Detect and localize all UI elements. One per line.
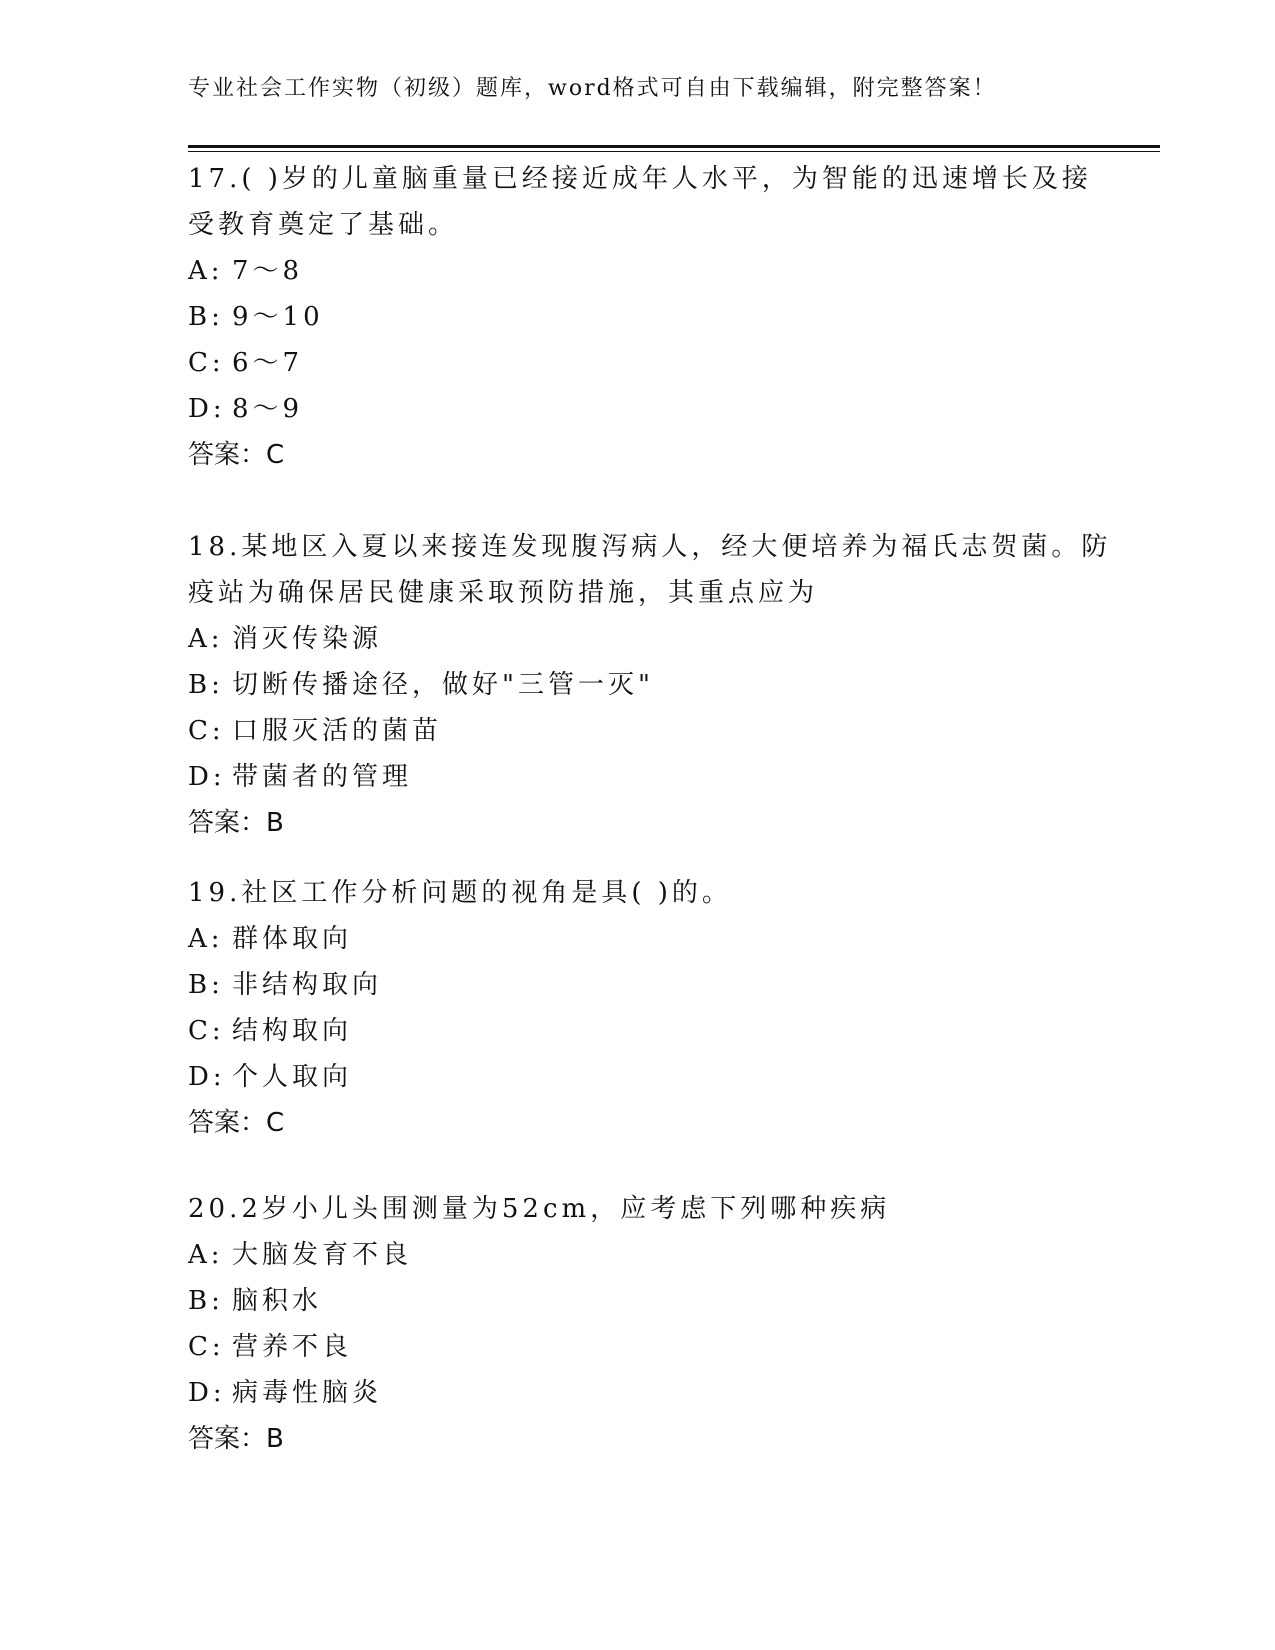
option-text: 大脑发育不良 — [232, 1240, 413, 1270]
option-text: 脑积水 — [232, 1286, 323, 1316]
option-label: A: — [188, 924, 224, 954]
option-text: 群体取向 — [232, 924, 353, 954]
option-c — [188, 708, 1088, 754]
option-label: A: — [188, 1240, 224, 1270]
option-b — [188, 294, 1088, 340]
option-label: C: — [188, 1332, 225, 1362]
option-text: 9～10 — [232, 302, 324, 332]
option-text: 消灭传染源 — [232, 624, 383, 654]
option-b — [188, 962, 1088, 1008]
option-label: C: — [188, 716, 225, 746]
page-header: 专业社会工作实物（初级）题库，word格式可自由下载编辑，附完整答案！ — [188, 76, 997, 101]
option-label: B: — [188, 302, 224, 332]
option-label: B: — [188, 1286, 224, 1316]
option-label: D: — [188, 394, 226, 424]
option-text: 口服灭活的菌苗 — [232, 716, 443, 746]
option-label: C: — [188, 348, 225, 378]
option-text: 个人取向 — [232, 1062, 353, 1092]
option-d — [188, 1370, 1088, 1416]
header-rule-thick — [188, 145, 1160, 148]
option-c — [188, 340, 1088, 386]
answer-line: 答案：B — [188, 808, 284, 838]
option-text: 病毒性脑炎 — [232, 1378, 383, 1408]
option-label: A: — [188, 624, 224, 654]
option-a — [188, 916, 1088, 962]
option-d — [188, 1054, 1088, 1100]
question-text-line: 19.社区工作分析问题的视角是具( )的。 — [188, 878, 732, 908]
question-text-line: 18.某地区入夏以来接连发现腹泻病人，经大便培养为福氏志贺菌。防 — [188, 532, 1112, 562]
option-c — [188, 1324, 1088, 1370]
option-d — [188, 386, 1088, 432]
option-a — [188, 248, 1088, 294]
option-label: D: — [188, 1062, 226, 1092]
option-text: 6～7 — [232, 348, 304, 378]
option-d — [188, 754, 1088, 800]
option-label: A: — [188, 256, 224, 286]
option-text: 切断传播途径，做好"三管一灭" — [232, 670, 654, 700]
question-text-line: 受教育奠定了基础。 — [188, 210, 459, 240]
question-text-line: 17.( )岁的儿童脑重量已经接近成年人水平，为智能的迅速增长及接 — [188, 164, 1092, 194]
option-text: 营养不良 — [232, 1332, 353, 1362]
header-rule-thin — [188, 151, 1160, 152]
question-18 — [188, 524, 1112, 846]
question-text-line: 疫站为确保居民健康采取预防措施，其重点应为 — [188, 578, 819, 608]
option-label: C: — [188, 1016, 225, 1046]
option-a — [188, 1232, 1088, 1278]
answer-line: 答案：B — [188, 1424, 284, 1454]
option-text: 结构取向 — [232, 1016, 353, 1046]
option-text: 非结构取向 — [232, 970, 383, 1000]
option-c — [188, 1008, 1088, 1054]
question-19 — [188, 870, 1088, 1146]
question-20 — [188, 1186, 1088, 1462]
question-17 — [188, 156, 1092, 478]
question-text-line: 20.2岁小儿头围测量为52cm，应考虑下列哪种疾病 — [188, 1194, 891, 1224]
answer-line: 答案：C — [188, 1108, 285, 1138]
option-text: 8～9 — [232, 394, 304, 424]
option-label: D: — [188, 762, 226, 792]
option-a — [188, 616, 1088, 662]
option-b — [188, 1278, 1088, 1324]
option-label: B: — [188, 670, 224, 700]
option-text: 7～8 — [232, 256, 304, 286]
option-text: 带菌者的管理 — [232, 762, 413, 792]
answer-line: 答案：C — [188, 440, 285, 470]
option-label: D: — [188, 1378, 226, 1408]
option-b — [188, 662, 1088, 708]
option-label: B: — [188, 970, 224, 1000]
